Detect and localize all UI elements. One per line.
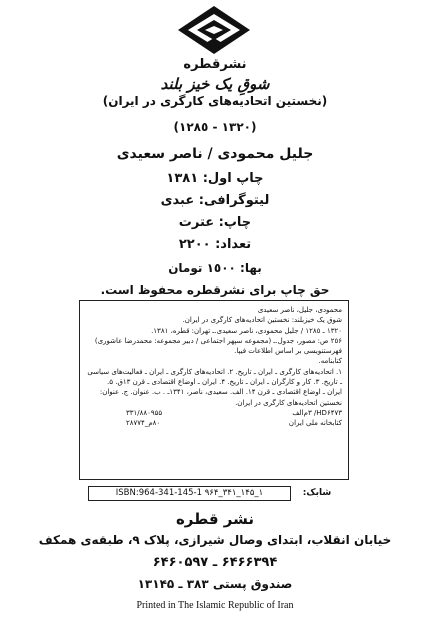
copyright-notice: حق چاپ برای نشرقطره محفوظ است. — [100, 283, 330, 297]
book-authors: جلیل محمودی / ناصر سعیدی — [116, 146, 314, 162]
catalog-line: ـ تاریخ. ٣. کار و کارگران ـ ایران ـ تاریخ. ۴. ایران ـ اوضاع اقتصادی ـ قرن ١٣ق. ۵. — [107, 378, 342, 387]
catalog-line: محمودی، جلیل، ناصر سعیدی — [257, 306, 342, 314]
publisher-name: نشرقطره — [183, 57, 247, 72]
lithography-info: لیتوگرافی: عبدی — [160, 193, 270, 208]
publisher-logo-icon — [176, 4, 252, 56]
publisher-pobox: صندوق پستی ٣٨٣ ـ ١٣١۴۵ — [137, 577, 293, 591]
catalog-line: ٢٥۶ ص: مصور، جدول.ـ (مجموعه سپهر اجتماعی / دبیر مجموعه: محمدرضا عاشوری) — [94, 336, 342, 345]
national-library-label: کتابخانه ملی ایران — [288, 419, 342, 428]
catalog-line: ایران ـ اوضاع اقتصادی ـ قرن ١۴. الف. سعیدی، ناصر، ١٣۴١ـ . ب. عنوان. ج. عنوان: — [99, 388, 342, 397]
book-years: (١٣٢٠ - ١٢٨٥) — [173, 120, 257, 134]
book-title: شوقِ یک خیز بلند — [160, 75, 270, 93]
catalog-record-box — [79, 300, 349, 480]
catalog-line: ١٣٢٠ ـ ١٢٨٥ / جلیل محمودی، ناصر سعیدی.ـ تهران: قطره، ١٣٨١. — [151, 326, 342, 335]
catalog-line: نخستین اتحادیه‌های کارگری در ایران. — [235, 398, 342, 407]
dewey-number: ٣٣١/٨٨٠٩۵۵ — [126, 408, 163, 417]
printed-in: Printed in The Islamic Republic of Iran — [136, 600, 294, 611]
catalog-line: ١. اتحادیه‌های کارگری ـ ایران ـ تاریخ. ٢. اتحادیه‌های کارگری ـ ایران ـ فعالیت‌های سیاسی — [87, 367, 342, 376]
catalog-line: شوق یک خیزبلند: نخستین اتحادیه‌های کارگری در ایران. — [182, 316, 342, 325]
catalog-line: کتابنامه. — [318, 357, 342, 366]
classification-row — [86, 408, 342, 418]
publisher-address: خیابان انقلاب، ابتدای وصال شیرازی، پلاک ٩، طبقه‌ی همکف — [38, 533, 392, 547]
isbn-value: ISBN:964-341-145-1 ٩۶۴_٣۴١_١۴۵_١ — [88, 486, 291, 501]
classification-code: HD۶۴٧٣/ ٣م‌الف — [292, 408, 342, 417]
catalog-line: فهرستنویسی بر اساس اطلاعات فیپا. — [234, 347, 342, 356]
footer-publisher: نشر قطره — [175, 510, 255, 528]
publisher-phones: ۶۴۶۶٣٩۴ ـ ۶۴۶٠۵٩٧ — [152, 555, 278, 570]
isbn-label: شابک: — [302, 488, 332, 498]
library-number: ٨٠م_٢٨٧٧۴ — [126, 419, 161, 428]
print-count: تعداد: ٢٢٠٠ — [178, 237, 252, 252]
book-subtitle: (نخستین اتحادیه‌های کارگری در ایران) — [102, 94, 328, 108]
isbn-row — [88, 486, 343, 501]
edition-info: چاپ اول: ١٣٨١ — [166, 171, 264, 186]
library-row — [86, 418, 342, 428]
book-price: بها: ١٥٠٠ تومان — [168, 261, 262, 275]
printing-info: چاپ: عترت — [178, 215, 252, 230]
